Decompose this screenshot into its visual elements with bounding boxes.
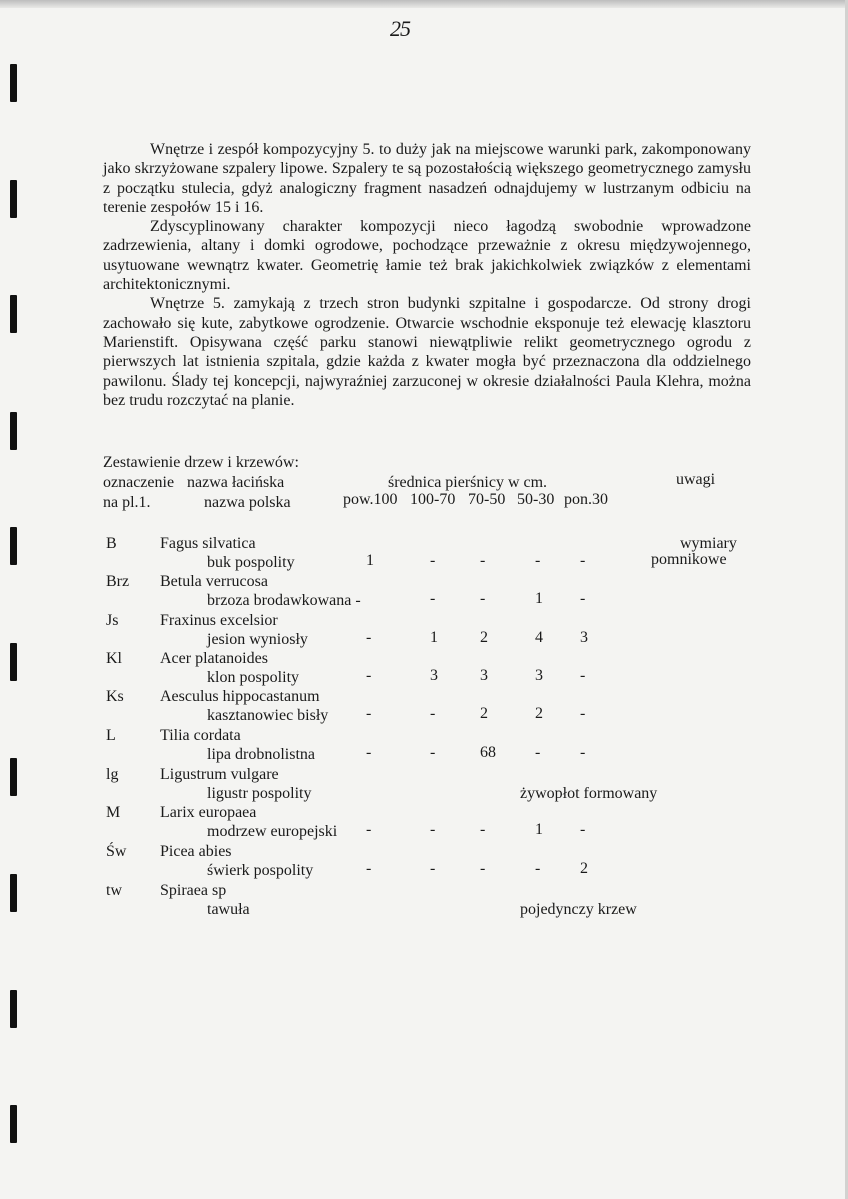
latin-name: Tilia cordata — [160, 727, 241, 744]
remark: pojedynczy krzew — [520, 901, 637, 918]
diameter-count: - — [580, 667, 586, 684]
header-class: pow.100 — [343, 491, 398, 508]
diameter-count: - — [580, 744, 586, 761]
diameter-count: - — [366, 629, 372, 646]
polish-name: świerk pospolity — [207, 862, 314, 879]
diameter-count: - — [480, 590, 486, 607]
paragraph: Wnętrze 5. zamykają z trzech stron budynki szpitalne i gospodarcze. Od strony drogi zachowało się kute, zabytkowe ogrodzenie. Otwarcie wschodnie eksponuje też elewację klasztoru Marienstift. Opisywana część parku stanowi niewątpliwie relikt geometrycznego ogrodu z pierwszych lat istnienia szpitala, gdzie każda z kwater mogła być przeznaczona dla oddzielnego pawilonu. Ślady tej koncepcji, najwyraźniej zarzuconej w okresie działalności Paula Klehra, można bez trudu rozczytać na planie. — [103, 295, 751, 409]
diameter-count: 3 — [430, 667, 438, 684]
binding-hole — [10, 64, 17, 102]
polish-name: brzoza brodawkowana - — [207, 592, 361, 609]
header-uwagi: uwagi — [676, 471, 716, 488]
row-code: B — [106, 535, 117, 552]
diameter-count: 1 — [430, 629, 438, 646]
diameter-count: - — [430, 860, 436, 877]
header-oznaczenie: oznaczenie — [103, 474, 175, 491]
row-code: Ks — [106, 688, 124, 705]
binding-hole — [10, 643, 17, 681]
binding-hole — [10, 180, 17, 218]
remark: żywopłot formowany — [520, 785, 658, 802]
diameter-count: - — [366, 705, 372, 722]
row-code: Kl — [106, 650, 122, 667]
binding-hole — [10, 295, 17, 333]
polish-name: lipa drobnolistna — [207, 746, 315, 763]
header-class: 50-30 — [517, 491, 555, 508]
diameter-count: - — [430, 821, 436, 838]
diameter-count: - — [535, 744, 541, 761]
header-class: 100-70 — [410, 491, 456, 508]
diameter-count: 3 — [535, 667, 543, 684]
diameter-count: - — [430, 744, 436, 761]
diameter-count: 2 — [535, 705, 543, 722]
binding-hole — [10, 874, 17, 912]
diameter-count: - — [366, 860, 372, 877]
diameter-count: 2 — [480, 705, 488, 722]
row-code: Js — [106, 612, 119, 629]
diameter-count: - — [430, 552, 436, 569]
diameter-count: - — [580, 705, 586, 722]
scan-top-edge — [0, 0, 848, 8]
polish-name: modrzew europejski — [207, 823, 338, 840]
latin-name: Acer platanoides — [160, 650, 268, 667]
diameter-count: - — [535, 552, 541, 569]
row-code: Brz — [106, 573, 130, 590]
body-text — [103, 140, 751, 410]
diameter-count: - — [480, 552, 486, 569]
diameter-count: - — [580, 590, 586, 607]
row-code: M — [106, 804, 121, 821]
row-code: L — [106, 727, 116, 744]
diameter-count: - — [480, 860, 486, 877]
header-na-pl: na pl.1. — [103, 494, 151, 511]
header-class: pon.30 — [564, 491, 608, 508]
diameter-count: 4 — [535, 629, 543, 646]
remark: pomnikowe — [651, 551, 727, 568]
diameter-count: - — [535, 860, 541, 877]
diameter-count: 3 — [480, 667, 488, 684]
paragraph: Wnętrze i zespół kompozycyjny 5. to duży jak na miejscowe warunki park, zakomponowany jako skrzyżowane szpalery lipowe. Szpalery te są pozostałością większego geometrycznego zamysłu z początku stulecia, gdyż analogiczny fragment nasadzeń odnajdujemy w lustrzanym odbiciu na terenie zespołów 15 i 16. — [103, 141, 751, 216]
latin-name: Betula verrucosa — [160, 573, 268, 590]
table-title: Zestawienie drzew i krzewów: — [103, 454, 299, 471]
header-nazwa-lacinska: nazwa łacińska — [187, 474, 285, 491]
polish-name: kasztanowiec bisły — [207, 707, 329, 724]
diameter-count: - — [366, 744, 372, 761]
header-class: 70-50 — [468, 491, 506, 508]
binding-hole — [10, 527, 17, 565]
diameter-count: - — [366, 667, 372, 684]
polish-name: tawuła — [207, 901, 250, 918]
diameter-count: - — [430, 705, 436, 722]
diameter-count: - — [480, 821, 486, 838]
diameter-count: - — [580, 552, 586, 569]
latin-name: Aesculus hippocastanum — [160, 688, 320, 705]
latin-name: Picea abies — [160, 843, 232, 860]
latin-name: Ligustrum vulgare — [160, 766, 279, 783]
polish-name: buk pospolity — [207, 554, 295, 571]
binding-hole — [10, 990, 17, 1028]
remark: wymiary — [680, 535, 737, 552]
latin-name: Spiraea sp — [160, 882, 227, 899]
polish-name: klon pospolity — [207, 669, 300, 686]
polish-name: ligustr pospolity — [207, 785, 312, 802]
latin-name: Fraxinus excelsior — [160, 612, 278, 629]
diameter-count: 2 — [580, 860, 588, 877]
latin-name: Fagus silvatica — [160, 535, 256, 552]
diameter-count: 3 — [580, 629, 588, 646]
binding-hole — [10, 412, 17, 450]
paragraph: Zdyscyplinowany charakter kompozycji nieco łagodzą swobodnie wprowadzone zadrzewienia, altany i domki ogrodowe, pochodzące przeważnie z okresu międzywojennego, usytuowane wewnątrz kwater. Geometrię łamie też brak jakichkolwiek związków z elementami architektonicznymi. — [103, 218, 751, 294]
header-nazwa-polska: nazwa polska — [204, 494, 291, 511]
diameter-count: 68 — [480, 744, 496, 761]
header-srednica: średnica pierśnicy w cm. — [388, 474, 548, 491]
row-code: tw — [106, 882, 122, 899]
row-code: lg — [106, 766, 119, 783]
binding-hole — [10, 758, 17, 796]
diameter-count: 2 — [480, 629, 488, 646]
page-number: 25 — [390, 16, 410, 41]
diameter-count: - — [580, 821, 586, 838]
binding-hole — [10, 1105, 17, 1143]
row-code: Św — [106, 843, 127, 860]
diameter-count: 1 — [535, 590, 543, 607]
latin-name: Larix europaea — [160, 804, 257, 821]
diameter-count: 1 — [366, 552, 374, 569]
diameter-count: - — [430, 590, 436, 607]
polish-name: jesion wyniosły — [207, 631, 308, 648]
diameter-count: 1 — [535, 821, 543, 838]
diameter-count: - — [366, 821, 372, 838]
